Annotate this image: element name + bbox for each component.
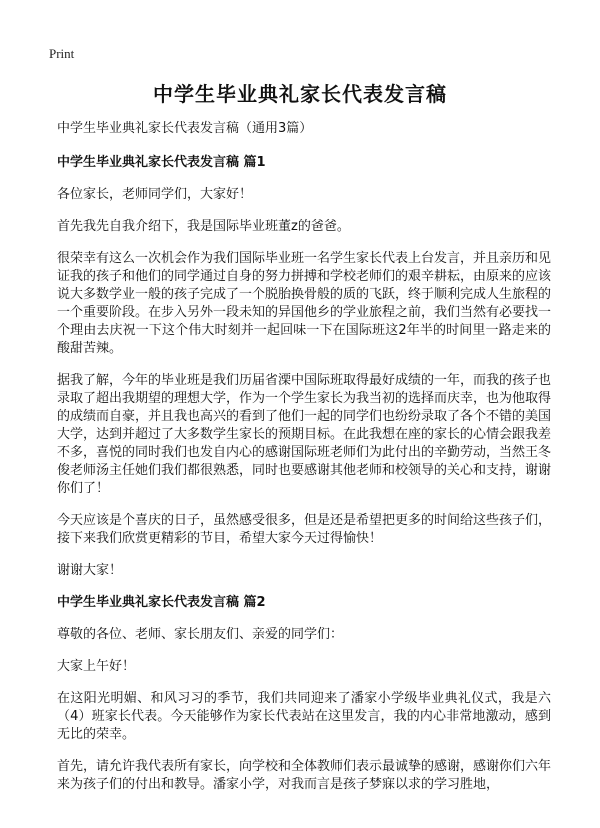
speech-section-2 bbox=[57, 594, 551, 794]
paragraph: 据我了解，今年的毕业班是我们历届省溧中国际班取得最好成绩的一年，而我的孩子也录取了超出我期望的理想大学，作为一个学生家长为我当初的选择而庆幸，也为他取得的成绩而自豪，并且我也高兴的看到了他们一起的同学们也纷纷录取了各个不错的美国大学，达到并超过了大多数学生家长的预期目标。在此我想在座的家长的心情会跟我差不多，喜悦的同时我们也发自内心的感谢国际班老师们为此付出的辛勤劳动，当然王冬俊老师汤主任她们我们都很熟悉，同时也要感谢其他老师和校领导的关心和支持，谢谢你们了！ bbox=[57, 373, 552, 496]
print-link[interactable]: Print bbox=[49, 46, 75, 61]
document-body bbox=[57, 120, 551, 808]
paragraph: 大家上午好！ bbox=[57, 659, 136, 674]
document-title: 中学生毕业典礼家长代表发言稿 bbox=[153, 82, 447, 106]
paragraph: 首先，请允许我代表所有家长，向学校和全体教师们表示最诚挚的感谢，感谢你们六年来为孩子们的付出和教导。潘家小学，对我而言是孩子梦寐以求的学习胜地， bbox=[57, 759, 552, 792]
paragraph: 在这阳光明媚、和风习习的季节，我们共同迎来了潘家小学级毕业典礼仪式，我是六（4）班家长代表。今天能够作为家长代表站在这里发言，我的内心非常地激动，感到无比的荣幸。 bbox=[57, 691, 551, 742]
document-subtitle: 中学生毕业典礼家长代表发言稿（通用3篇） bbox=[57, 121, 313, 136]
section-heading: 中学生毕业典礼家长代表发言稿 篇2 bbox=[57, 595, 266, 610]
paragraph: 首先我先自我介绍下，我是国际毕业班董z的爸爸。 bbox=[57, 219, 350, 234]
paragraph: 尊敬的各位、老师、家长朋友们、亲爱的同学们： bbox=[57, 627, 344, 642]
paragraph: 很荣幸有这么一次机会作为我们国际毕业班一名学生家长代表上台发言，并且亲历和见证我的孩子和他们的同学通过自身的努力拼搏和学校老师们的艰辛耕耘，由原来的应该说大多数学业一般的孩子完成了一个脱胎换骨般的质的飞跃，终于顺利完成人生旅程的一个重要阶段。在步入另外一段未知的异国他乡的学业旅程之前，我们当然有必要找一个理由去庆祝一下这个伟大时刻并一起回味一下在国际班这2年半的时间里一路走来的酸甜苦辣。 bbox=[57, 251, 552, 356]
paragraph: 各位家长，老师同学们，大家好！ bbox=[57, 187, 253, 202]
speech-section-1 bbox=[57, 154, 551, 580]
paragraph: 今天应该是个喜庆的日子，虽然感受很多，但是还是希望把更多的时间给这些孩子们，接下来我们欣赏更精彩的节目，希望大家今天过得愉快！ bbox=[57, 513, 552, 546]
section-heading: 中学生毕业典礼家长代表发言稿 篇1 bbox=[57, 155, 266, 170]
paragraph: 谢谢大家！ bbox=[57, 563, 123, 578]
